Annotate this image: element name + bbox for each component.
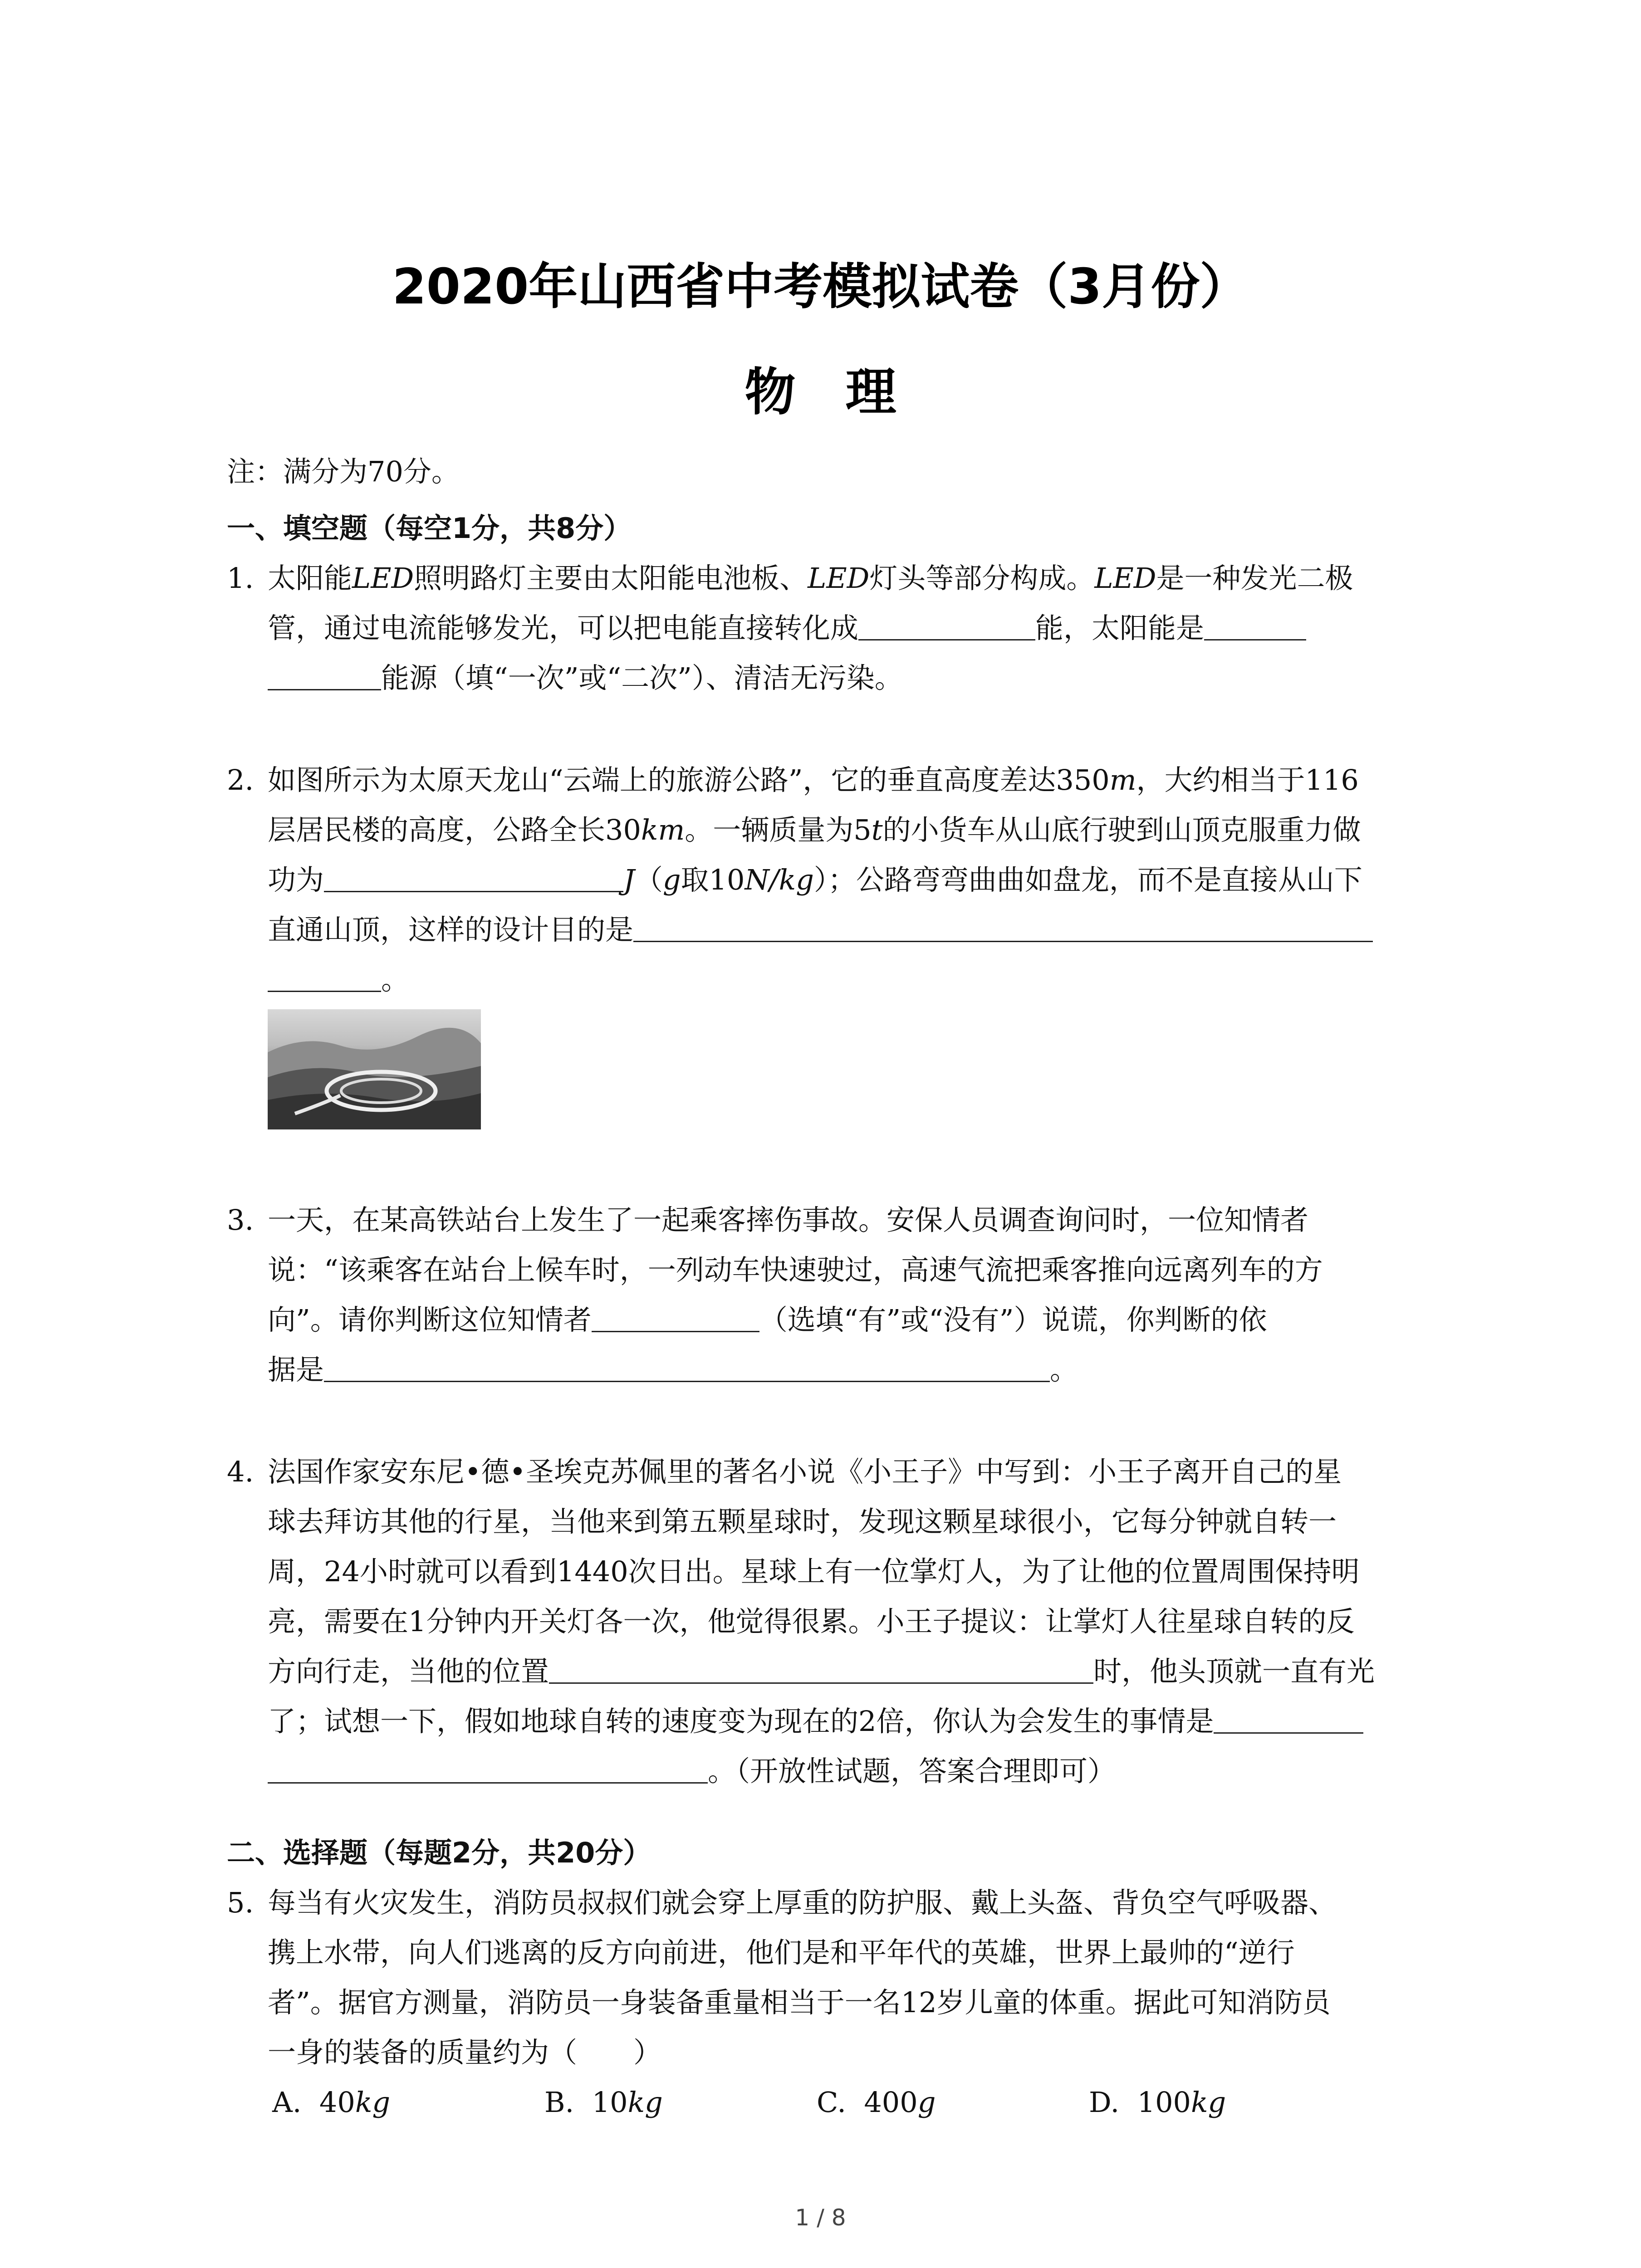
question-4-line-2: 球去拜访其他的行星，当他来到第五颗星球时，发现这颗星球很小，它每分钟就自转一: [268, 1505, 1337, 1538]
question-number: 5.: [227, 1886, 254, 1919]
question-number: 1.: [227, 562, 254, 595]
exam-page: 2020年山西省中考模拟试卷（3月份） 物理 注：满分为70分。 一、填空题（每空1分，共8分） 1. 太阳能LED照明路灯主要由太阳能电池板、LED灯头等部分构成。LED是一种发光二极 管，通过电流能够发光，可以把电能直接转化成 能，太阳能是 能源（填“一次”或“二次”）、清洁无污染。 2. 如图所示为太原天龙山“云端上的旅游公路”，它的垂直高度差达350m，大约相当于116 层居民楼的高度，公路全长30km。一辆质量为5t的小货车从山底行驶到山顶克服重力做 功为 J（g取10N/kg）；公路弯弯曲曲如盘龙，而不是直接从山下 直通山顶，这样的设计目的是 。 3. 一天，在某高铁站台上发生了一起乘客摔伤事故。安保人员调查询问时，一位知情者 说：“该乘客在站台上候车时，一列动车快速驶过，高速气流把乘客推向远离列车的方 向”。请你判断这位知情者 （选填“有”或“没有”）说谎，你判断的依 据是 。 4. 法国作家安东尼•德•圣埃克苏佩里的著名小说《小王子》中写到：小王子离开自己的星 球去拜访其他的行星，当他来到第五颗星球时，发现这颗星球很小，它每分钟就自转一 周，24小时就可以看到1440次日出。星球上有一位掌灯人，为了让他的位置周围保持明 亮，需要在1分钟内开关灯各一次，他觉得很累。小王子提议：让掌灯人往星球自转的反 方向行走，当他的位置 时，他头顶就一直有光 了；试想一下，假如地球自转的速度变为现在的2倍，你认为会发生的事情是 。（开放性试题，答案合理即可） 二、选择题（每题2分，共20分） 5. 每当有火灾发生，消防员叔叔们就会穿上厚重的防护服、戴上头盔、背负空气呼吸器、 携上水带，向人们逃离的反方向前进，他们是和平年代的英雄，世界上最帅的“逆行 者”。据官方测量，消防员一身装备重量相当于一名12岁儿童的体重。据此可知消防员 一身的装备的质量约为（ ） A. 40kg B. 10kg C. 400g D. 100kg 1 / 8: [0, 0, 1641, 2268]
answer-blank[interactable]: [324, 863, 623, 892]
question-1-line-2: 管，通过电流能够发光，可以把电能直接转化成 能，太阳能是: [268, 610, 1306, 646]
answer-blank[interactable]: [1214, 1704, 1363, 1734]
answer-blank[interactable]: [268, 963, 381, 992]
section-fill-heading: 一、填空题（每空1分，共8分）: [227, 512, 632, 545]
question-5-line-4: 一身的装备的质量约为（ ）: [268, 2036, 662, 2069]
question-5-line-3: 者”。据官方测量，消防员一身装备重量相当于一名12岁儿童的体重。据此可知消防员: [268, 1986, 1331, 2019]
question-4-line-6: 了；试想一下，假如地球自转的速度变为现在的2倍，你认为会发生的事情是: [268, 1703, 1363, 1740]
option-b[interactable]: B. 10kg: [544, 2086, 663, 2119]
question-3-line-4: 据是 。: [268, 1353, 1078, 1386]
answer-blank[interactable]: [592, 1303, 759, 1332]
question-2-line-5: 。: [268, 962, 409, 998]
option-d[interactable]: D. 100kg: [1089, 2086, 1226, 2119]
question-number: 2.: [227, 763, 254, 797]
answer-blank[interactable]: [1204, 611, 1306, 640]
page-number: 1 / 8: [795, 2204, 846, 2231]
question-2-line-3: 功为 J（g取10N/kg）；公路弯弯曲曲如盘龙，而不是直接从山下: [268, 863, 1362, 896]
answer-blank[interactable]: [549, 1654, 1093, 1684]
answer-blank[interactable]: [633, 913, 1373, 942]
answer-blank[interactable]: [858, 611, 1035, 640]
question-4-line-5: 方向行走，当他的位置 时，他头顶就一直有光: [268, 1655, 1375, 1688]
section-choice-heading: 二、选择题（每题2分，共20分）: [227, 1836, 652, 1869]
question-3-line-2: 说：“该乘客在站台上候车时，一列动车快速驶过，高速气流把乘客推向远离列车的方: [268, 1253, 1323, 1286]
mountain-road-photo: [268, 1009, 481, 1129]
score-note: 注：满分为70分。: [227, 455, 460, 488]
question-number: 4.: [227, 1455, 254, 1488]
subject-title: 物理: [745, 363, 946, 422]
option-a[interactable]: A. 40kg: [272, 2086, 391, 2119]
question-4-line-4: 亮，需要在1分钟内开关灯各一次，他觉得很累。小王子提议：让掌灯人往星球自转的反: [268, 1605, 1355, 1638]
page-title: 2020年山西省中考模拟试卷（3月份）: [392, 259, 1249, 315]
question-2-line-4: 直通山顶，这样的设计目的是: [268, 912, 1373, 948]
question-4-line-3: 周，24小时就可以看到1440次日出。星球上有一位掌灯人，为了让他的位置周围保持明: [268, 1555, 1360, 1588]
question-2-line-2: 层居民楼的高度，公路全长30km。一辆质量为5t的小货车从山底行驶到山顶克服重力做: [268, 813, 1361, 846]
answer-blank[interactable]: [268, 661, 381, 690]
question-3-line-3: 向”。请你判断这位知情者 （选填“有”或“没有”）说谎，你判断的依: [268, 1303, 1267, 1336]
question-5-line-2: 携上水带，向人们逃离的反方向前进，他们是和平年代的英雄，世界上最帅的“逆行: [268, 1936, 1295, 1969]
option-c[interactable]: C. 400g: [817, 2086, 936, 2119]
answer-blank[interactable]: [324, 1353, 1050, 1382]
answer-blank[interactable]: [268, 1754, 708, 1784]
question-number: 3.: [227, 1203, 254, 1237]
question-4-line-7: 。（开放性试题，答案合理即可）: [268, 1753, 1116, 1789]
question-1-line-3: 能源（填“一次”或“二次”）、清洁无污染。: [268, 660, 903, 696]
